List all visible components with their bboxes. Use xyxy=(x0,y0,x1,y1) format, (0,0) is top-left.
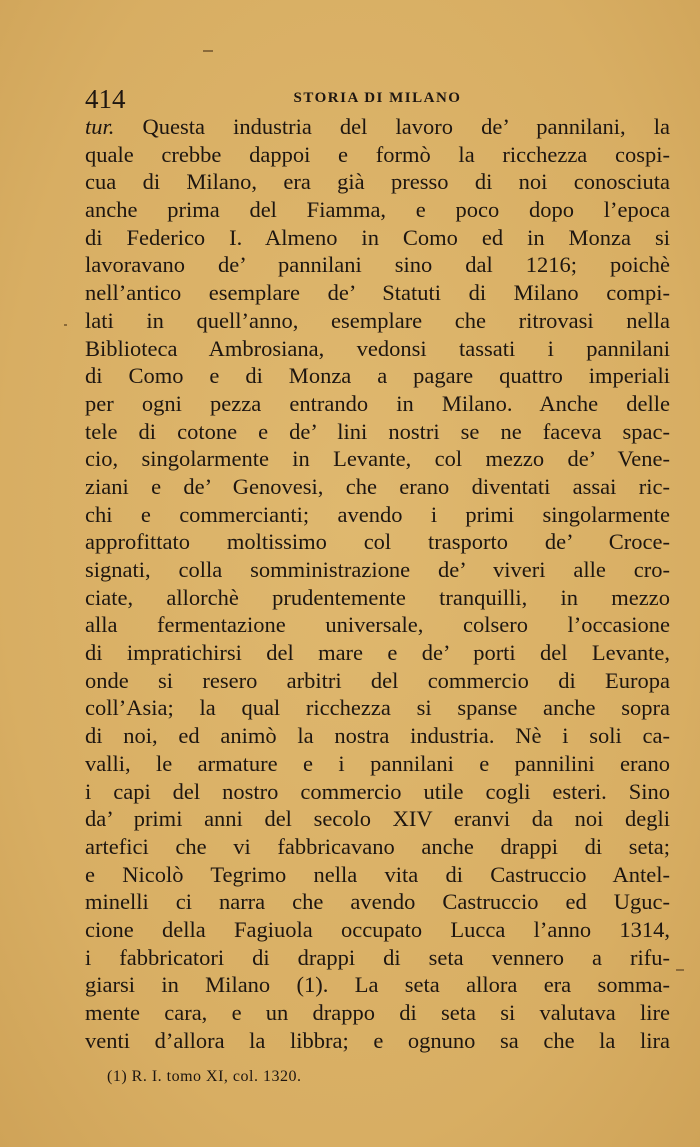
text-line: ziani e de’ Genovesi, che erano diventati assai ric- xyxy=(85,473,670,499)
text-line: di noi, ed animò la nostra industria. Nè i soli ca- xyxy=(85,723,670,749)
scan-mark xyxy=(203,50,213,52)
text-line: cua di Milano, era già presso di noi conosciuta xyxy=(85,169,670,195)
text-line: venti d’allora la libbra; e ognuno sa che la lira xyxy=(85,1027,670,1053)
text-line: onde si resero arbitri del commercio di Europa xyxy=(85,667,670,693)
text-line: anche prima del Fiamma, e poco dopo l’epoca xyxy=(85,197,670,223)
text-line: di Como e di Monza a pagare quattro imperiali xyxy=(85,363,670,389)
text-line: i capi del nostro commercio utile cogli esteri. Sino xyxy=(85,778,670,804)
text-line: ciate, allorchè prudentemente tranquilli, in mezzo xyxy=(85,584,670,610)
italic-word: tur. xyxy=(85,114,115,139)
text-line: mente cara, e un drappo di seta si valutava lire xyxy=(85,1000,670,1025)
text-line: valli, le armature e i pannilani e pannilini erano xyxy=(85,750,670,776)
scan-mark xyxy=(676,969,684,971)
text-line: cio, singolarmente in Levante, col mezzo de’ Vene- xyxy=(85,446,670,472)
text-line: Biblioteca Ambrosiana, vedonsi tassati i pannilani xyxy=(85,335,670,361)
footnote: (1) R. I. tomo XI, col. 1320. xyxy=(107,1068,302,1085)
line-text: Questa industria del lavoro de’ pannilani, la xyxy=(114,114,670,139)
text-line xyxy=(85,113,670,141)
page-number: 414 xyxy=(85,84,126,114)
text-line: cione della Fagiuola occupato Lucca l’anno 1314, xyxy=(85,916,670,942)
text-line: di impratichirsi del mare e de’ porti del Levante, xyxy=(85,640,670,666)
text-line: i fabbricatori di drappi di seta vennero a rifu- xyxy=(85,944,670,970)
text-line: artefici che vi fabbricavano anche drappi di seta; xyxy=(85,833,670,859)
text-line: per ogni pezza entrando in Milano. Anche delle xyxy=(85,390,670,416)
text-line: minelli ci narra che avendo Castruccio ed Uguc- xyxy=(85,889,670,915)
text-line: tele di cotone e de’ lini nostri se ne faceva spac- xyxy=(85,418,670,444)
text-line: e Nicolò Tegrimo nella vita di Castruccio Antel- xyxy=(85,861,670,887)
page-header xyxy=(85,84,670,114)
running-title: STORIA DI MILANO xyxy=(293,90,462,106)
scan-mark xyxy=(64,324,67,326)
text-line: signati, colla somministrazione de’ viveri alle cro- xyxy=(85,557,670,582)
text-line: giarsi in Milano (1). La seta allora era somma- xyxy=(85,972,670,998)
text-line: chi e commercianti; avendo i primi singolarmente xyxy=(85,501,670,527)
text-line: da’ primi anni del secolo XIV eranvi da noi degli xyxy=(85,806,670,832)
body-text xyxy=(85,113,670,1054)
text-line: nell’antico esemplare de’ Statuti di Milano compi- xyxy=(85,280,670,306)
text-line: di Federico I. Almeno in Como ed in Monza si xyxy=(85,224,670,250)
text-line: quale crebbe dappoi e formò la ricchezza cospi- xyxy=(85,141,670,167)
text-line: lavoravano de’ pannilani sino dal 1216; poichè xyxy=(85,252,670,278)
text-line: approfittato moltissimo col trasporto de’ Croce- xyxy=(85,529,670,555)
text-line: alla fermentazione universale, colsero l’occasione xyxy=(85,612,670,638)
text-line: coll’Asia; la qual ricchezza si spanse anche sopra xyxy=(85,695,670,721)
text-line: lati in quell’anno, esemplare che ritrovasi nella xyxy=(85,307,670,333)
